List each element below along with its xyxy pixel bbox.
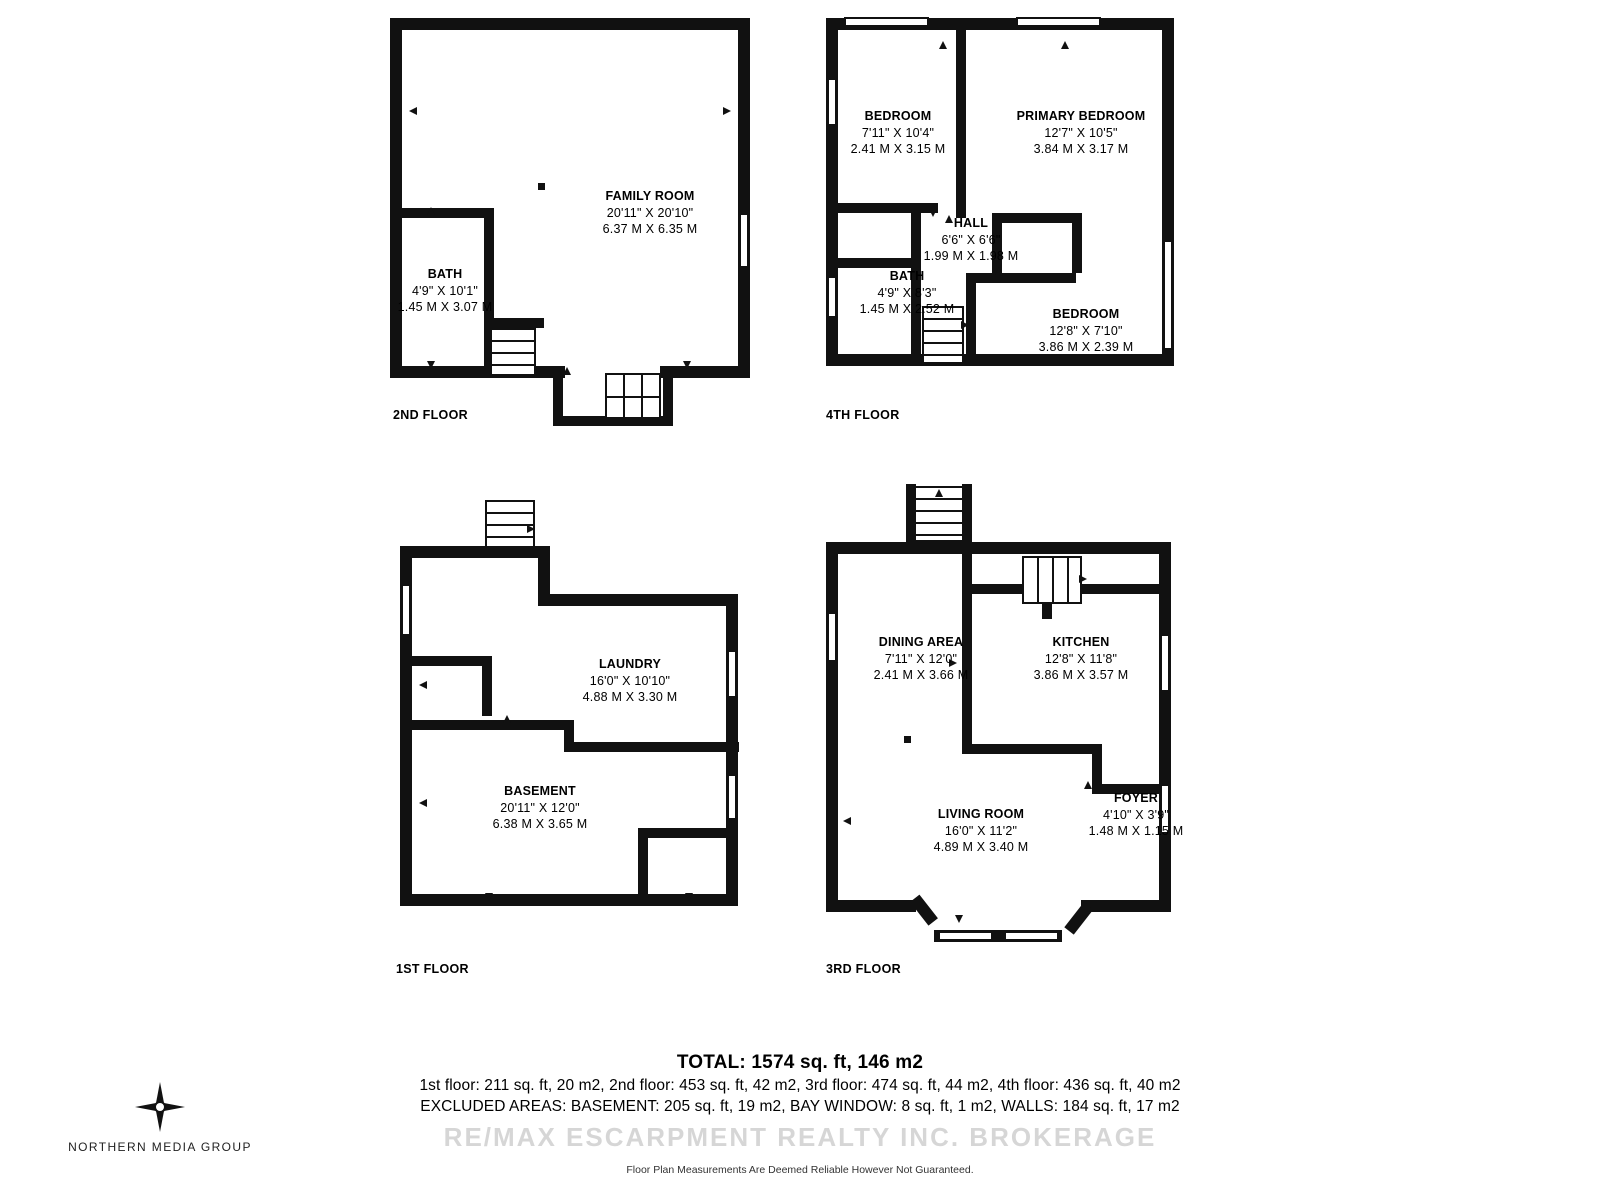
floor-plan-third: [826, 484, 1196, 944]
compass-icon: [133, 1080, 187, 1134]
excluded-areas: EXCLUDED AREAS: BASEMENT: 205 sq. ft, 19 m2, BAY WINDOW: 8 sq. ft, 1 m2, WALLS: 184 sq. ft, 17 m2: [420, 1098, 1180, 1115]
wall: [402, 208, 494, 218]
floor-caption-fourth: 4TH FLOOR: [826, 408, 900, 422]
stair-step: [605, 396, 661, 398]
direction-arrow: [992, 266, 1006, 280]
room-label-bedroom-front: BEDROOM 7'11" X 10'4" 2.41 M X 3.15 M: [850, 109, 946, 156]
room-label-basement: BASEMENT 20'11" X 12'0" 6.38 M X 3.65 M: [492, 784, 588, 831]
wall: [826, 354, 1174, 366]
reference-dot: [904, 736, 911, 743]
room-label-family-room: FAMILY ROOM 20'11" X 20'10" 6.37 M X 6.35 M: [602, 189, 698, 236]
room-label-kitchen: KITCHEN 12'8" X 11'8" 3.86 M X 3.57 M: [1033, 635, 1129, 682]
branding-block: [30, 1080, 290, 1154]
room-label-bath: BATH 4'9" X 10'1" 1.45 M X 3.07 M: [397, 267, 493, 314]
direction-arrow: [1058, 40, 1072, 54]
direction-arrow: [418, 678, 432, 692]
wall: [826, 900, 916, 912]
logo-text: NORTHERN MEDIA GROUP: [68, 1140, 252, 1154]
wall: [1064, 902, 1093, 935]
wall: [390, 18, 402, 378]
direction-arrow: [1074, 572, 1088, 586]
direction-arrow: [424, 206, 438, 220]
floor-plan-fourth: [826, 18, 1186, 378]
wall: [966, 273, 1076, 283]
wall: [660, 366, 750, 378]
direction-arrow: [936, 40, 950, 54]
direction-arrow: [522, 522, 536, 536]
wall: [1081, 900, 1171, 912]
direction-arrow: [952, 910, 966, 924]
stair-step: [485, 536, 535, 538]
wall: [638, 828, 648, 898]
wall: [412, 656, 490, 666]
room-label-bath: BATH 4'9" X 8'3" 1.45 M X 2.52 M: [859, 269, 955, 316]
direction-arrow: [842, 814, 856, 828]
window: [1016, 17, 1101, 27]
stair-step: [914, 534, 964, 536]
direction-arrow: [658, 388, 672, 402]
stair-step: [914, 510, 964, 512]
direction-arrow: [408, 104, 422, 118]
stair-step: [490, 364, 536, 366]
floor-plan-first: [400, 498, 760, 928]
direction-arrow: [680, 356, 694, 370]
stair-step: [922, 354, 964, 356]
wall: [962, 484, 972, 544]
stair-step: [1037, 556, 1039, 604]
window: [938, 931, 993, 941]
wall: [564, 742, 739, 752]
stair-step: [922, 342, 964, 344]
floor-caption-second: 2ND FLOOR: [393, 408, 468, 422]
direction-arrow: [718, 104, 732, 118]
room-label-living-room: LIVING ROOM 16'0" X 11'2" 4.89 M X 3.40 M: [933, 807, 1029, 854]
direction-arrow: [956, 318, 970, 332]
window: [727, 774, 737, 820]
direction-arrow: [560, 366, 574, 380]
wall: [638, 828, 738, 838]
room-label-foyer: FOYER 4'10" X 3'9" 1.48 M X 1.15 M: [1088, 791, 1184, 838]
wall: [906, 484, 916, 544]
direction-arrow: [424, 356, 438, 370]
window: [1004, 931, 1059, 941]
room-label-primary-bedroom: PRIMARY BEDROOM 12'7" X 10'5" 3.84 M X 3.17 M: [1016, 109, 1146, 156]
measurement-disclaimer: Floor Plan Measurements Are Deemed Reliable However Not Guaranteed.: [626, 1164, 974, 1176]
wall: [838, 203, 938, 213]
floor-caption-third: 3RD FLOOR: [826, 962, 901, 976]
wall: [482, 656, 492, 716]
stair-step: [914, 522, 964, 524]
direction-arrow: [482, 888, 496, 902]
window: [844, 17, 929, 27]
brokerage-watermark: RE/MAX ESCARPMENT REALTY INC. BROKERAGE: [443, 1122, 1157, 1152]
wall: [538, 594, 738, 606]
wall: [412, 720, 572, 730]
floor-plan-second: [390, 18, 760, 418]
stair-step: [1067, 556, 1069, 604]
wall: [826, 542, 838, 912]
stair-step: [485, 512, 535, 514]
stair-step: [490, 352, 536, 354]
stair-step: [1052, 556, 1054, 604]
wall: [390, 366, 565, 378]
wall: [1072, 213, 1082, 273]
room-label-bedroom-rear: BEDROOM 12'8" X 7'10" 3.86 M X 2.39 M: [1038, 307, 1134, 354]
wall: [400, 546, 550, 558]
direction-arrow: [932, 488, 946, 502]
direction-arrow: [418, 796, 432, 810]
floor-caption-first: 1ST FLOOR: [396, 962, 469, 976]
wall: [962, 744, 1102, 754]
wall: [1159, 542, 1171, 912]
wall: [390, 18, 750, 30]
window: [401, 584, 411, 636]
per-floor-areas: 1st floor: 211 sq. ft, 20 m2, 2nd floor: 453 sq. ft, 42 m2, 3rd floor: 474 sq. ft, 44 m2, 4th floor: 436 sq. ft, 40 m2: [419, 1077, 1181, 1094]
wall: [826, 542, 1171, 554]
room-label-laundry: LAUNDRY 16'0" X 10'10" 4.88 M X 3.30 M: [582, 657, 678, 704]
wall: [484, 318, 544, 328]
room-label-dining-area: DINING AREA 7'11" X 12'0" 2.41 M X 3.66 M: [873, 635, 969, 682]
total-area: TOTAL: 1574 sq. ft, 146 m2: [676, 1052, 924, 1073]
room-label-hall: HALL 6'6" X 6'6" 1.99 M X 1.98 M: [923, 216, 1019, 263]
direction-arrow: [500, 714, 514, 728]
direction-arrow: [682, 888, 696, 902]
stair-step: [490, 340, 536, 342]
